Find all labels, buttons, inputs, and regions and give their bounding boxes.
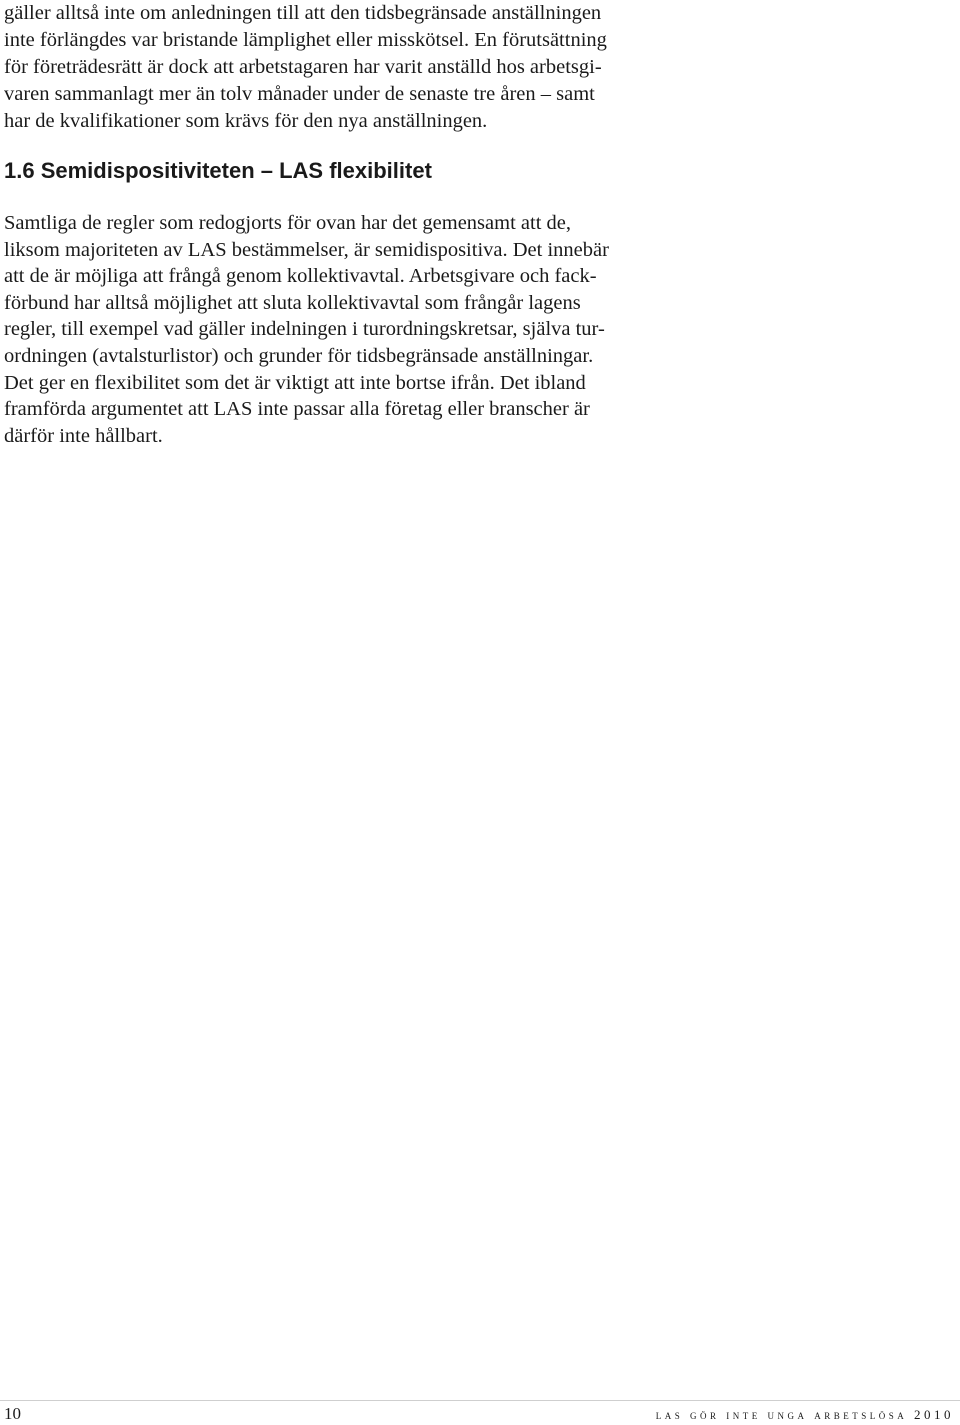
text-line: varen sammanlagt mer än tolv månader under de senaste tre åren – samt bbox=[4, 83, 595, 105]
page-number: 10 bbox=[4, 1404, 21, 1423]
text-line: inte förlängdes var bristande lämplighet eller misskötsel. En förutsättning bbox=[4, 29, 607, 51]
text-line: Samtliga de regler som redogjorts för ovan har det gemensamt att de, bbox=[4, 212, 571, 234]
section-heading: 1.6 Semidispositiviteten – LAS flexibilitet bbox=[4, 158, 432, 183]
section-paragraph bbox=[4, 210, 724, 449]
text-line: har de kvalifikationer som krävs för den nya anställningen. bbox=[4, 110, 488, 132]
intro-paragraph bbox=[4, 0, 724, 135]
text-line: därför inte hållbart. bbox=[4, 424, 163, 447]
running-title: las gör inte unga arbetslösa 2010 bbox=[655, 1407, 954, 1422]
text-line: för företrädesrätt är dock att arbetstagaren har varit anställd hos arbetsgi- bbox=[4, 56, 602, 78]
footer-divider bbox=[0, 1400, 960, 1401]
text-line: förbund har alltså möjlighet att sluta kollektivavtal som frångår lagens bbox=[4, 291, 581, 314]
text-line: liksom majoriteten av LAS bestämmelser, är semidispositiva. Det innebär bbox=[4, 238, 609, 261]
text-line: framförda argumentet att LAS inte passar alla företag eller branscher är bbox=[4, 398, 590, 421]
text-line: att de är möjliga att frångå genom kollektivavtal. Arbetsgivare och fack- bbox=[4, 265, 597, 288]
text-line: ordningen (avtalsturlistor) och grunder för tidsbegränsade anställningar. bbox=[4, 344, 594, 367]
text-line: Det ger en flexibilitet som det är viktigt att inte bortse ifrån. Det ibland bbox=[4, 371, 586, 394]
text-line: gäller alltså inte om anledningen till att den tidsbegränsade anställningen bbox=[4, 2, 602, 24]
text-line: regler, till exempel vad gäller indelningen i turordningskretsar, själva tur- bbox=[4, 318, 605, 341]
